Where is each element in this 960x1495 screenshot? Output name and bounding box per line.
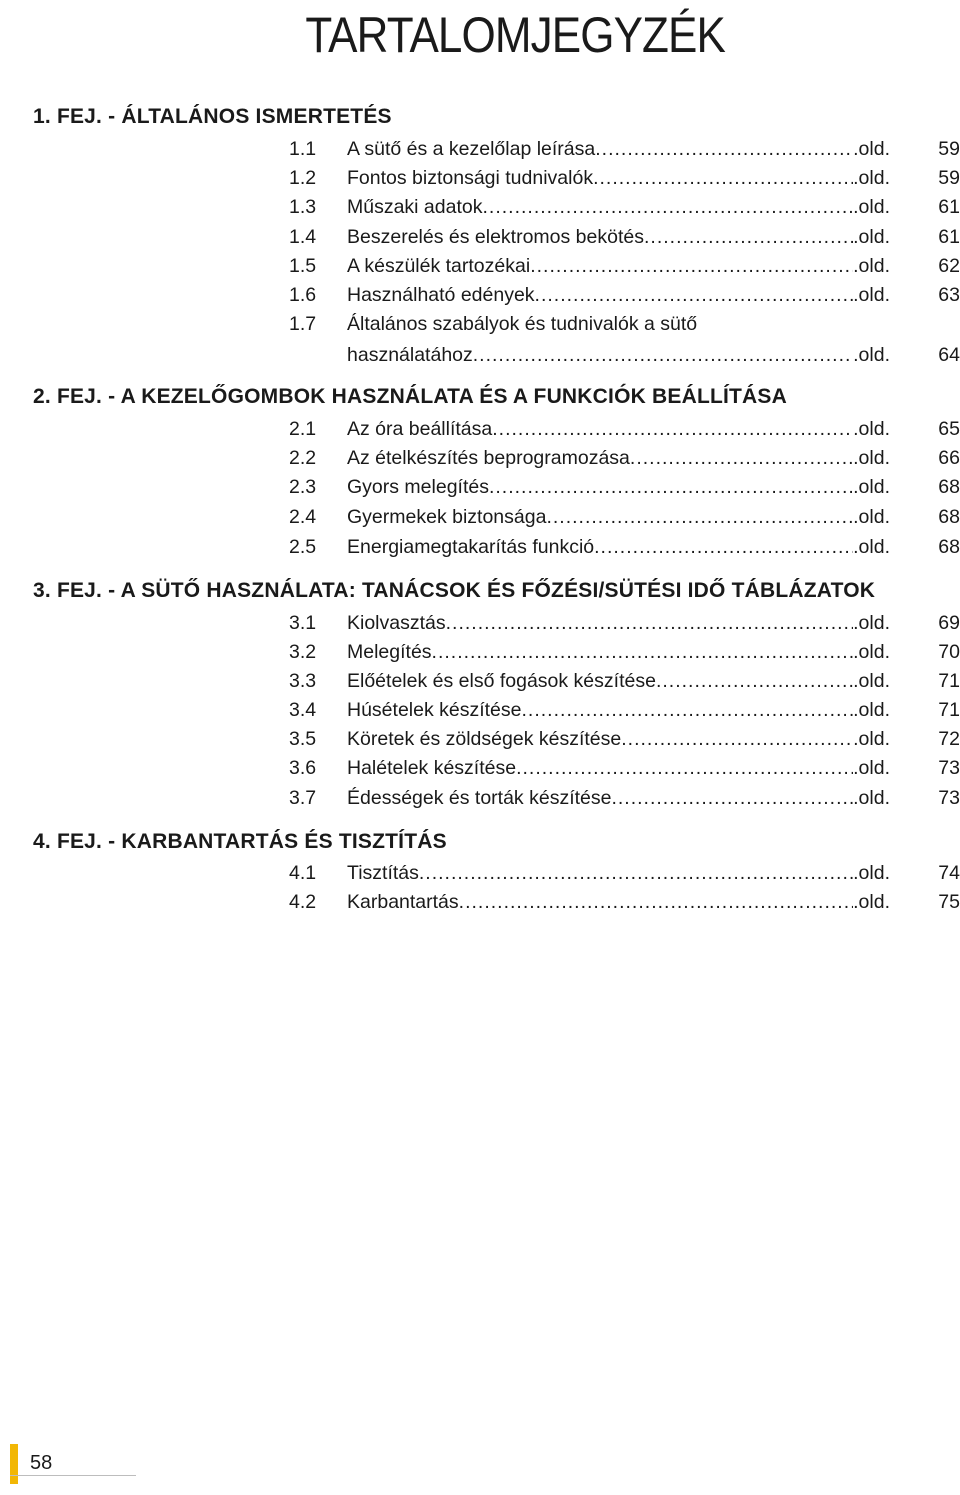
toc-entry[interactable] <box>289 167 960 195</box>
entry-suffix: .old. <box>853 196 890 218</box>
entry-page: 64 <box>938 344 960 366</box>
toc-entry[interactable] <box>289 862 960 890</box>
entry-title: A készülék tartozékai <box>347 255 531 277</box>
entry-leader <box>347 196 890 219</box>
entry-title: Halételek készítése <box>347 757 517 779</box>
entry-page: 66 <box>938 447 960 469</box>
entry-page: 62 <box>938 255 960 277</box>
entry-suffix: .old. <box>853 506 890 528</box>
toc-entry[interactable] <box>289 670 960 698</box>
entry-leader <box>347 167 890 190</box>
entry-suffix: .old. <box>853 418 890 440</box>
entry-number: 3.6 <box>289 757 317 779</box>
entry-number: 1.7 <box>289 313 317 335</box>
entry-page: 75 <box>938 891 960 913</box>
entry-number: 4.2 <box>289 891 317 913</box>
entry-leader <box>347 138 890 161</box>
toc-entry[interactable] <box>289 226 960 254</box>
entry-suffix: .old. <box>853 612 890 634</box>
entry-leader <box>347 757 890 780</box>
toc-entry[interactable] <box>289 699 960 727</box>
entry-leader <box>347 862 890 885</box>
entry-leader <box>347 344 890 367</box>
entry-leader <box>347 641 890 664</box>
entry-page: 72 <box>938 728 960 750</box>
entry-title: Tisztítás <box>347 862 419 884</box>
dot-leader <box>419 862 853 885</box>
entry-title: Használható edények <box>347 284 535 306</box>
dot-leader <box>522 699 854 722</box>
entry-title: Az óra beállítása <box>347 418 493 440</box>
entry-suffix: .old. <box>853 344 890 366</box>
entry-number: 1.5 <box>289 255 317 277</box>
entry-title: Fontos biztonsági tudnivalók <box>347 167 594 189</box>
entry-suffix: .old. <box>853 284 890 306</box>
entry-number: 1.6 <box>289 284 317 306</box>
dot-leader <box>530 255 853 278</box>
toc-entry[interactable] <box>289 313 960 341</box>
entry-leader <box>347 476 890 499</box>
entry-number: 3.2 <box>289 641 317 663</box>
entry-title: Kiolvasztás <box>347 612 446 634</box>
entry-page: 63 <box>938 284 960 306</box>
chapter-heading: 3. FEJ. - A SÜTŐ HASZNÁLATA: TANÁCSOK ÉS FŐZÉSI/SÜTÉSI IDŐ TÁBLÁZATOK <box>33 579 876 602</box>
entry-suffix: .old. <box>853 255 890 277</box>
entry-title: Gyors melegítés <box>347 476 489 498</box>
entry-number: 3.5 <box>289 728 317 750</box>
toc-entry[interactable] <box>289 641 960 669</box>
entry-number: 1.4 <box>289 226 317 248</box>
entry-leader <box>347 891 890 914</box>
entry-page: 73 <box>938 757 960 779</box>
entry-page: 73 <box>938 787 960 809</box>
entry-title: Húsételek készítése <box>347 699 522 721</box>
dot-leader <box>621 728 853 751</box>
entry-number: 4.1 <box>289 862 317 884</box>
toc-entry[interactable] <box>289 476 960 504</box>
entry-title: Általános szabályok és tudnivalók a sütő <box>347 313 698 335</box>
entry-page: 74 <box>938 862 960 884</box>
entry-page: 68 <box>938 476 960 498</box>
toc-entry[interactable] <box>289 255 960 283</box>
page-accent-bar <box>10 1444 18 1484</box>
toc-entry[interactable] <box>289 447 960 475</box>
entry-title-cont: használatához <box>347 344 473 366</box>
toc-entry-continuation[interactable] <box>347 344 960 372</box>
entry-number: 2.2 <box>289 447 317 469</box>
entry-page: 68 <box>938 536 960 558</box>
toc-entry[interactable] <box>289 728 960 756</box>
dot-leader <box>516 757 853 780</box>
entry-suffix: .old. <box>853 787 890 809</box>
dot-leader <box>432 641 854 664</box>
entry-title: Gyermekek biztonsága <box>347 506 547 528</box>
entry-number: 3.7 <box>289 787 317 809</box>
entry-page: 69 <box>938 612 960 634</box>
dot-leader <box>630 447 853 470</box>
entry-number: 3.1 <box>289 612 317 634</box>
entry-leader <box>347 284 890 307</box>
dot-leader <box>593 167 853 190</box>
dot-leader <box>595 138 853 161</box>
entry-suffix: .old. <box>853 138 890 160</box>
toc-entry[interactable] <box>289 536 960 564</box>
entry-page: 59 <box>938 167 960 189</box>
entry-number: 2.1 <box>289 418 317 440</box>
entry-page: 61 <box>938 196 960 218</box>
entry-title: Melegítés <box>347 641 432 663</box>
dot-leader <box>594 536 853 559</box>
entry-suffix: .old. <box>853 670 890 692</box>
entry-title: Köretek és zöldségek készítése <box>347 728 622 750</box>
toc-entry[interactable] <box>289 138 960 166</box>
entry-page: 71 <box>938 670 960 692</box>
footer-divider <box>10 1475 136 1476</box>
entry-leader <box>347 612 890 635</box>
dot-leader <box>644 226 853 249</box>
entry-suffix: .old. <box>853 536 890 558</box>
entry-title: Karbantartás <box>347 891 459 913</box>
dot-leader <box>546 506 853 529</box>
entry-page: 59 <box>938 138 960 160</box>
entry-page: 71 <box>938 699 960 721</box>
toc-entry[interactable] <box>289 787 960 815</box>
entry-suffix: .old. <box>853 476 890 498</box>
entry-number: 2.4 <box>289 506 317 528</box>
entry-page: 65 <box>938 418 960 440</box>
entry-leader <box>347 728 890 751</box>
toc-entry[interactable] <box>289 757 960 785</box>
entry-page: 70 <box>938 641 960 663</box>
dot-leader <box>611 787 853 810</box>
entry-number: 3.4 <box>289 699 317 721</box>
toc-entry[interactable] <box>289 284 960 312</box>
toc-entry[interactable] <box>289 196 960 224</box>
toc-entry[interactable] <box>289 612 960 640</box>
entry-title: Édességek és torták készítése <box>347 787 612 809</box>
entry-number: 2.3 <box>289 476 317 498</box>
entry-title: Az ételkészítés beprogramozása <box>347 447 630 469</box>
dot-leader <box>482 196 853 219</box>
entry-number: 1.3 <box>289 196 317 218</box>
dot-leader <box>473 344 853 367</box>
entry-title: Előételek és első fogások készítése <box>347 670 656 692</box>
entry-suffix: .old. <box>853 862 890 884</box>
dot-leader <box>446 612 854 635</box>
dot-leader <box>492 418 853 441</box>
page-title: TARTALOMJEGYZÉK <box>305 7 725 63</box>
entry-page: 61 <box>938 226 960 248</box>
entry-number: 1.2 <box>289 167 317 189</box>
entry-leader <box>347 536 890 559</box>
dot-leader <box>656 670 853 693</box>
entry-title: Műszaki adatok <box>347 196 483 218</box>
dot-leader <box>489 476 853 499</box>
entry-suffix: .old. <box>853 167 890 189</box>
entry-suffix: .old. <box>853 641 890 663</box>
entry-suffix: .old. <box>853 757 890 779</box>
entry-leader <box>347 418 890 441</box>
toc-entry[interactable] <box>289 506 960 534</box>
entry-title: Beszerelés és elektromos bekötés <box>347 226 644 248</box>
entry-leader <box>347 670 890 693</box>
entry-suffix: .old. <box>853 447 890 469</box>
entry-suffix: .old. <box>853 699 890 721</box>
entry-leader <box>347 506 890 529</box>
chapter-heading: 4. FEJ. - KARBANTARTÁS ÉS TISZTÍTÁS <box>33 830 447 853</box>
dot-leader <box>535 284 854 307</box>
entry-leader <box>347 787 890 810</box>
chapter-heading: 2. FEJ. - A KEZELŐGOMBOK HASZNÁLATA ÉS A FUNKCIÓK BEÁLLÍTÁSA <box>33 385 787 408</box>
entry-suffix: .old. <box>853 226 890 248</box>
entry-leader <box>347 255 890 278</box>
entry-leader <box>347 699 890 722</box>
entry-leader <box>347 447 890 470</box>
entry-page: 68 <box>938 506 960 528</box>
entry-title: Energiamegtakarítás funkció <box>347 536 595 558</box>
entry-number: 2.5 <box>289 536 317 558</box>
entry-suffix: .old. <box>853 728 890 750</box>
page-number: 58 <box>30 1452 53 1474</box>
entry-leader <box>347 226 890 249</box>
entry-number: 1.1 <box>289 138 317 160</box>
dot-leader <box>459 891 853 914</box>
toc-entry[interactable] <box>289 418 960 446</box>
chapter-heading: 1. FEJ. - ÁLTALÁNOS ISMERTETÉS <box>33 105 392 128</box>
entry-suffix: .old. <box>853 891 890 913</box>
entry-number: 3.3 <box>289 670 317 692</box>
entry-title: A sütő és a kezelőlap leírása <box>347 138 596 160</box>
toc-entry[interactable] <box>289 891 960 919</box>
